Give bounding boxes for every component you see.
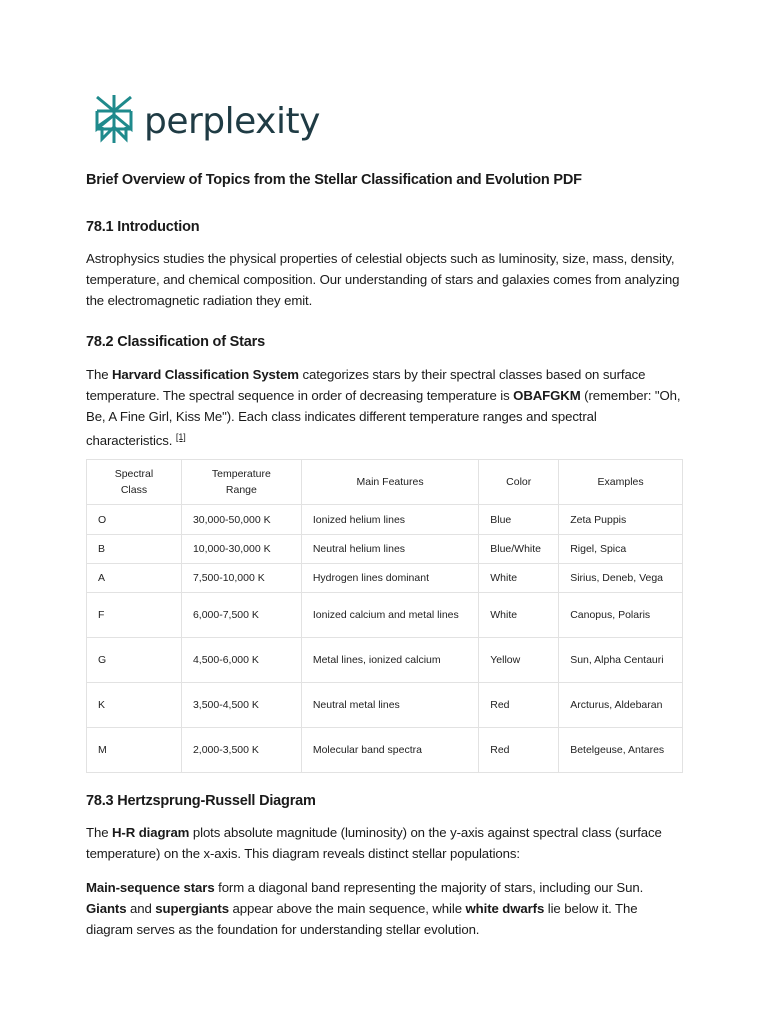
table-cell: Ionized calcium and metal lines [301,593,478,638]
introduction-paragraph: Astrophysics studies the physical properties of celestial objects such as luminosity, size, mass, density, temperature, and chemical composition. Our understanding of stars and galaxies comes from analyzing the electromagnetic radiation they emit. [86,251,680,308]
table-cell: White [479,593,559,638]
perplexity-logo [94,93,320,150]
table-cell: F [87,593,182,638]
table-cell: Red [479,683,559,728]
table-cell: Yellow [479,638,559,683]
table-cell: Betelgeuse, Antares [559,728,683,773]
table-header-cell: Main Features [301,460,478,505]
perplexity-wordmark: perplexity [144,100,320,142]
white-dwarfs-term: white dwarfs [465,901,545,916]
stellar-populations-paragraph: Main-sequence stars form a diagonal band representing the majority of stars, including our Sun. Giants and supergiants appear above the main sequence, while white dwarfs lie below it. The diagram serves as the foundation for understanding stellar evolution. [86,880,644,937]
table-cell: Red [479,728,559,773]
table-cell: 10,000-30,000 K [181,535,301,564]
citation-link[interactable]: [1] [175,432,186,442]
hr-diagram-term: H-R diagram [112,825,190,840]
table-row [87,683,683,728]
table-cell: Blue/White [479,535,559,564]
table-cell: 7,500-10,000 K [181,564,301,593]
table-cell: Neutral metal lines [301,683,478,728]
table-row [87,505,683,535]
table-cell: Zeta Puppis [559,505,683,535]
table-cell: Molecular band spectra [301,728,478,773]
table-row [87,638,683,683]
table-header-cell: Temperature Range [181,460,301,505]
section-heading-hr-diagram: 78.3 Hertzsprung-Russell Diagram [86,793,316,809]
perplexity-logo-icon [94,93,134,150]
table-cell: B [87,535,182,564]
table-cell: M [87,728,182,773]
table-row [87,728,683,773]
table-cell: O [87,505,182,535]
table-cell: Sirius, Deneb, Vega [559,564,683,593]
table-cell: 6,000-7,500 K [181,593,301,638]
table-cell: Canopus, Polaris [559,593,683,638]
spectral-class-table [86,459,683,773]
hr-diagram-paragraph: The H-R diagram plots absolute magnitude (luminosity) on the y-axis against spectral class (surface temperature) on the x-axis. This diagram reveals distinct stellar populations: [86,825,662,861]
table-header-cell: Spectral Class [87,460,182,505]
table-cell: White [479,564,559,593]
main-sequence-term: Main-sequence stars [86,880,215,895]
classification-paragraph: The Harvard Classification System categorizes stars by their spectral classes based on surface temperature. The spectral sequence in order of decreasing temperature is OBAFGKM (remember: "Oh, Be, A Fine Girl, Kiss Me"). Each class indicates different temperature ranges and spectral characteristics. [1] [86,367,681,448]
table-cell: Rigel, Spica [559,535,683,564]
table-cell: G [87,638,182,683]
table-cell: K [87,683,182,728]
section-heading-introduction: 78.1 Introduction [86,219,200,235]
table-cell: Blue [479,505,559,535]
table-cell: Arcturus, Aldebaran [559,683,683,728]
document-title: Brief Overview of Topics from the Stellar Classification and Evolution PDF [86,172,582,188]
table-cell: Metal lines, ionized calcium [301,638,478,683]
table-cell: Ionized helium lines [301,505,478,535]
table-header-row [87,460,683,505]
table-row [87,593,683,638]
table-row [87,564,683,593]
table-cell: Hydrogen lines dominant [301,564,478,593]
table-header-cell: Examples [559,460,683,505]
table-header-cell: Color [479,460,559,505]
table-cell: Neutral helium lines [301,535,478,564]
harvard-system-term: Harvard Classification System [112,367,299,382]
table-cell: 4,500-6,000 K [181,638,301,683]
table-cell: A [87,564,182,593]
section-heading-classification: 78.2 Classification of Stars [86,334,265,350]
supergiants-term: supergiants [155,901,229,916]
table-cell: 30,000-50,000 K [181,505,301,535]
table-cell: 2,000-3,500 K [181,728,301,773]
table-cell: Sun, Alpha Centauri [559,638,683,683]
spectral-sequence-term: OBAFGKM [513,388,581,403]
table-cell: 3,500-4,500 K [181,683,301,728]
giants-term: Giants [86,901,127,916]
table-row [87,535,683,564]
